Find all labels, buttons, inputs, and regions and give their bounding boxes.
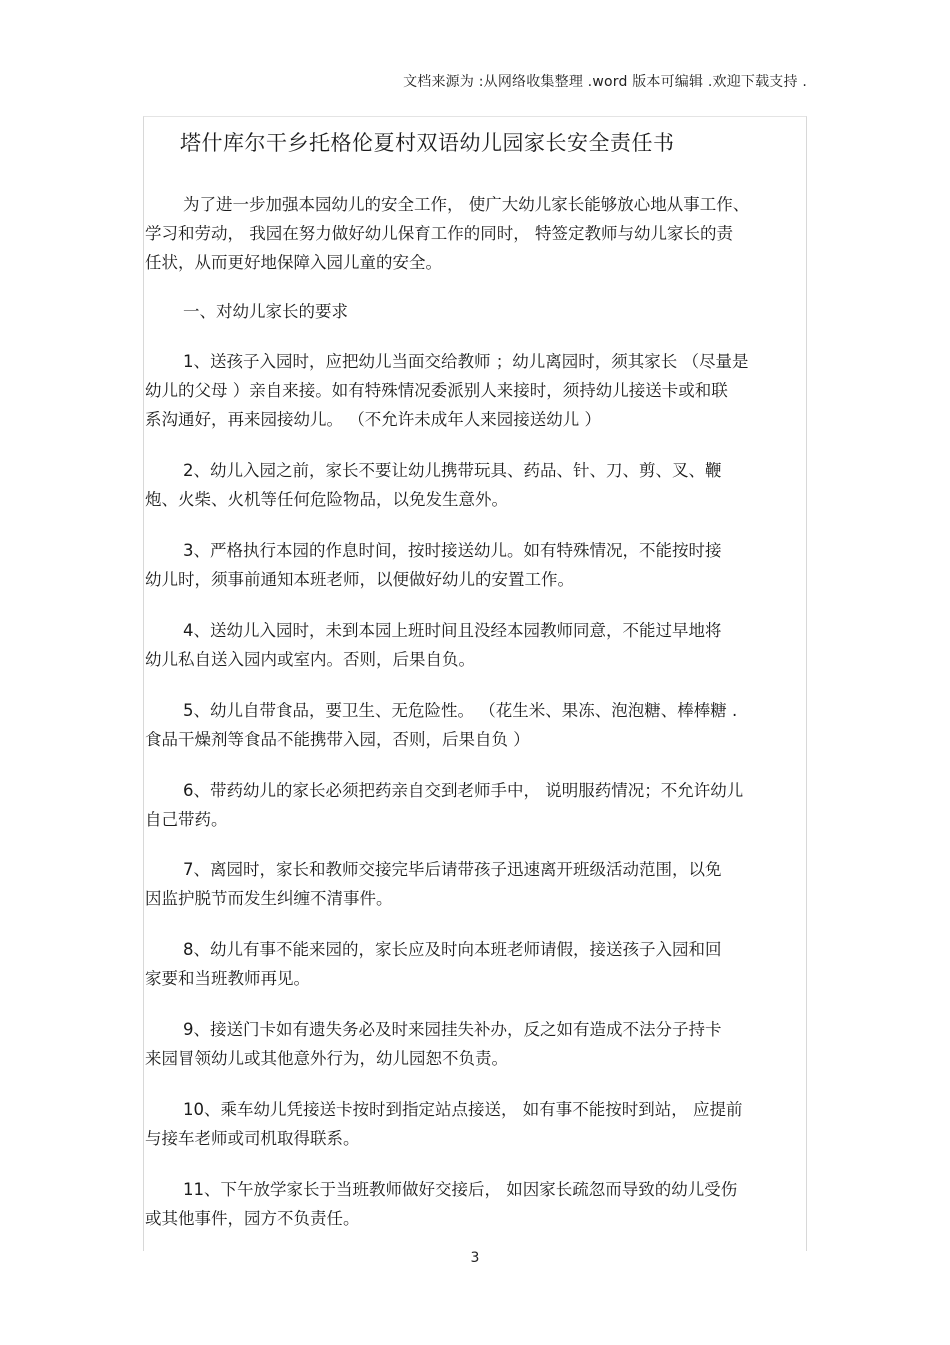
- paragraph-line: 6、带药幼儿的家长必须把药亲自交到老师手中， 说明服药情况；不允许幼儿: [183, 781, 744, 800]
- paragraph-line: 食品干燥剂等食品不能携带入园，否则，后果自负 ）: [145, 730, 530, 749]
- list-item: [145, 696, 805, 754]
- list-item: [145, 347, 805, 434]
- list-item: [145, 456, 805, 514]
- page-number: 3: [470, 1250, 480, 1266]
- paragraph-line: 家要和当班教师再见。: [145, 969, 310, 988]
- document-source-note: 文档来源为 :从网络收集整理 .word 版本可编辑 .欢迎下载支持 .: [403, 74, 807, 90]
- list-item: [145, 855, 805, 913]
- paragraph-line: 11、下午放学家长于当班教师做好交接后， 如因家长疏忽而导致的幼儿受伤: [183, 1180, 738, 1199]
- paragraph-line: 与接车老师或司机取得联系。: [145, 1129, 360, 1148]
- paragraph-line: 8、幼儿有事不能来园的，家长应及时向本班老师请假，接送孩子入园和回: [183, 940, 722, 959]
- list-item: [145, 1175, 805, 1233]
- page-frame: [143, 116, 807, 1251]
- section-heading-text: 一、对幼儿家长的要求: [183, 302, 348, 321]
- paragraph-line: 因监护脱节而发生纠缠不清事件。: [145, 889, 393, 908]
- paragraph-line: 5、幼儿自带食品，要卫生、无危险性。 （花生米、果冻、泡泡糖、棒棒糖 .: [183, 701, 738, 720]
- paragraph-line: 自己带药。: [145, 810, 228, 829]
- paragraph-line: 幼儿私自送入园内或室内。否则，后果自负。: [145, 650, 475, 669]
- paragraph-line: 2、幼儿入园之前，家长不要让幼儿携带玩具、药品、针、刀、剪、叉、鞭: [183, 461, 722, 480]
- list-item: [145, 536, 805, 594]
- paragraph-line: 炮、火柴、火机等任何危险物品，以免发生意外。: [145, 490, 508, 509]
- paragraph-line: 任状，从而更好地保障入园儿童的安全。: [145, 253, 442, 272]
- document-title: 塔什库尔干乡托格伦夏村双语幼儿园家长安全责任书: [180, 131, 675, 155]
- paragraph-line: 为了进一步加强本园幼儿的安全工作， 使广大幼儿家长能够放心地从事工作、: [183, 195, 750, 214]
- paragraph-line: 幼儿的父母 ）亲自来接。如有特殊情况委派别人来接时，须持幼儿接送卡或和联: [145, 381, 728, 400]
- list-item: [145, 616, 805, 674]
- intro-paragraph: [145, 190, 805, 277]
- list-item: [145, 935, 805, 993]
- paragraph-line: 7、离园时，家长和教师交接完毕后请带孩子迅速离开班级活动范围，以免: [183, 860, 722, 879]
- paragraph-line: 4、送幼儿入园时，未到本园上班时间且没经本园教师同意，不能过早地将: [183, 621, 722, 640]
- list-item: [145, 1095, 805, 1153]
- paragraph-line: 3、严格执行本园的作息时间，按时接送幼儿。如有特殊情况，不能按时接: [183, 541, 722, 560]
- paragraph-line: 来园冒领幼儿或其他意外行为，幼儿园恕不负责。: [145, 1049, 508, 1068]
- paragraph-line: 10、乘车幼儿凭接送卡按时到指定站点接送， 如有事不能按时到站， 应提前: [183, 1100, 743, 1119]
- paragraph-line: 9、接送门卡如有遗失务必及时来园挂失补办，反之如有造成不法分子持卡: [183, 1020, 722, 1039]
- paragraph-line: 系沟通好，再来园接幼儿。 （不允许未成年人来园接送幼儿 ）: [145, 410, 601, 429]
- paragraph-line: 学习和劳动， 我园在努力做好幼儿保育工作的同时， 特签定教师与幼儿家长的责: [145, 224, 733, 243]
- paragraph-line: 幼儿时，须事前通知本班老师，以便做好幼儿的安置工作。: [145, 570, 574, 589]
- section-heading: [145, 297, 805, 326]
- paragraph-line: 1、送孩子入园时，应把幼儿当面交给教师 ；幼儿离园时，须其家长 （尽量是: [183, 352, 749, 371]
- list-item: [145, 1015, 805, 1073]
- paragraph-line: 或其他事件，园方不负责任。: [145, 1209, 360, 1228]
- list-item: [145, 776, 805, 834]
